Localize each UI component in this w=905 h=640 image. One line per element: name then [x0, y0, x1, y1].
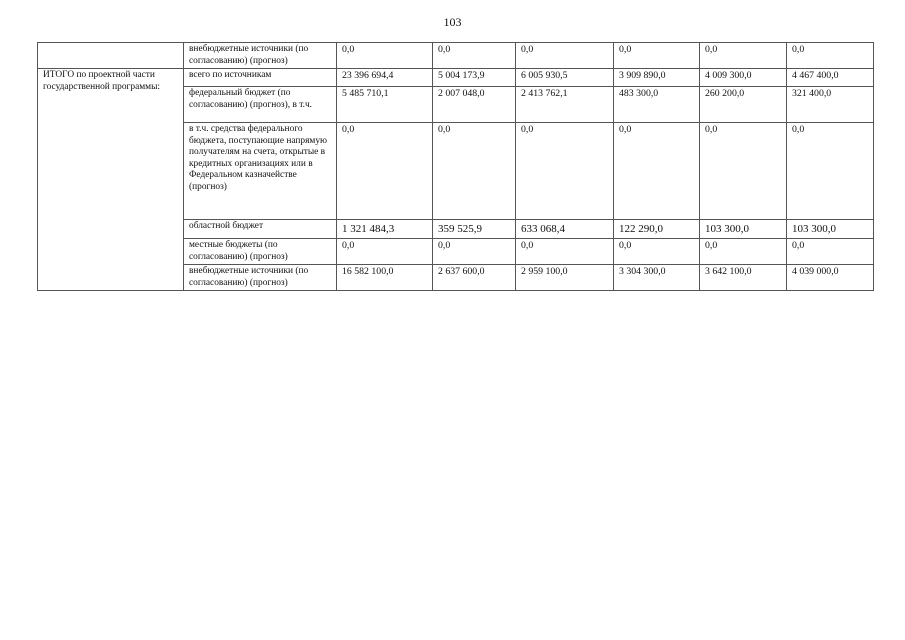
source-cell: федеральный бюджет (по согласованию) (прогноз), в т.ч. [184, 87, 337, 123]
value-cell: 16 582 100,0 [337, 265, 433, 291]
page-number: 103 [443, 15, 462, 29]
value-cell: 4 467 400,0 [787, 69, 874, 87]
source-cell: в т.ч. средства федерального бюджета, поступающие напрямую получателям на счета, открытые в кредитных организациях или в Федеральном казначействе (прогноз) [184, 123, 337, 220]
value-cell: 103 300,0 [787, 220, 874, 239]
value-cell: 3 304 300,0 [614, 265, 700, 291]
value-cell: 3 642 100,0 [700, 265, 787, 291]
value-cell: 6 005 930,5 [516, 69, 614, 87]
value-cell: 0,0 [787, 43, 874, 69]
source-cell: внебюджетные источники (по согласованию) (прогноз) [184, 265, 337, 291]
value-cell: 0,0 [433, 123, 516, 220]
value-cell: 321 400,0 [787, 87, 874, 123]
value-cell: 0,0 [614, 239, 700, 265]
value-cell: 0,0 [700, 43, 787, 69]
source-cell: всего по источникам [184, 69, 337, 87]
value-cell: 0,0 [337, 43, 433, 69]
empty-cell [38, 43, 184, 69]
value-cell: 2 637 600,0 [433, 265, 516, 291]
value-cell: 633 068,4 [516, 220, 614, 239]
program-label-cell: ИТОГО по проектной части государственной программы: [38, 69, 184, 291]
value-cell: 122 290,0 [614, 220, 700, 239]
value-cell: 2 007 048,0 [433, 87, 516, 123]
value-cell: 0,0 [614, 123, 700, 220]
value-cell: 103 300,0 [700, 220, 787, 239]
value-cell: 0,0 [516, 43, 614, 69]
value-cell: 0,0 [516, 123, 614, 220]
value-cell: 23 396 694,4 [337, 69, 433, 87]
value-cell: 5 004 173,9 [433, 69, 516, 87]
table-row [38, 69, 874, 87]
value-cell: 2 413 762,1 [516, 87, 614, 123]
value-cell: 0,0 [700, 123, 787, 220]
value-cell: 1 321 484,3 [337, 220, 433, 239]
value-cell: 359 525,9 [433, 220, 516, 239]
table-row [38, 43, 874, 69]
value-cell: 0,0 [337, 123, 433, 220]
value-cell: 0,0 [433, 239, 516, 265]
source-cell: внебюджетные источники (по согласованию) (прогноз) [184, 43, 337, 69]
value-cell: 4 039 000,0 [787, 265, 874, 291]
value-cell: 3 909 890,0 [614, 69, 700, 87]
value-cell: 0,0 [337, 239, 433, 265]
value-cell: 0,0 [787, 123, 874, 220]
value-cell: 0,0 [787, 239, 874, 265]
source-cell: областной бюджет [184, 220, 337, 239]
value-cell: 2 959 100,0 [516, 265, 614, 291]
value-cell: 0,0 [433, 43, 516, 69]
value-cell: 5 485 710,1 [337, 87, 433, 123]
value-cell: 0,0 [516, 239, 614, 265]
value-cell: 0,0 [614, 43, 700, 69]
source-cell: местные бюджеты (по согласованию) (прогноз) [184, 239, 337, 265]
value-cell: 483 300,0 [614, 87, 700, 123]
value-cell: 0,0 [700, 239, 787, 265]
value-cell: 4 009 300,0 [700, 69, 787, 87]
budget-table [37, 42, 874, 291]
value-cell: 260 200,0 [700, 87, 787, 123]
